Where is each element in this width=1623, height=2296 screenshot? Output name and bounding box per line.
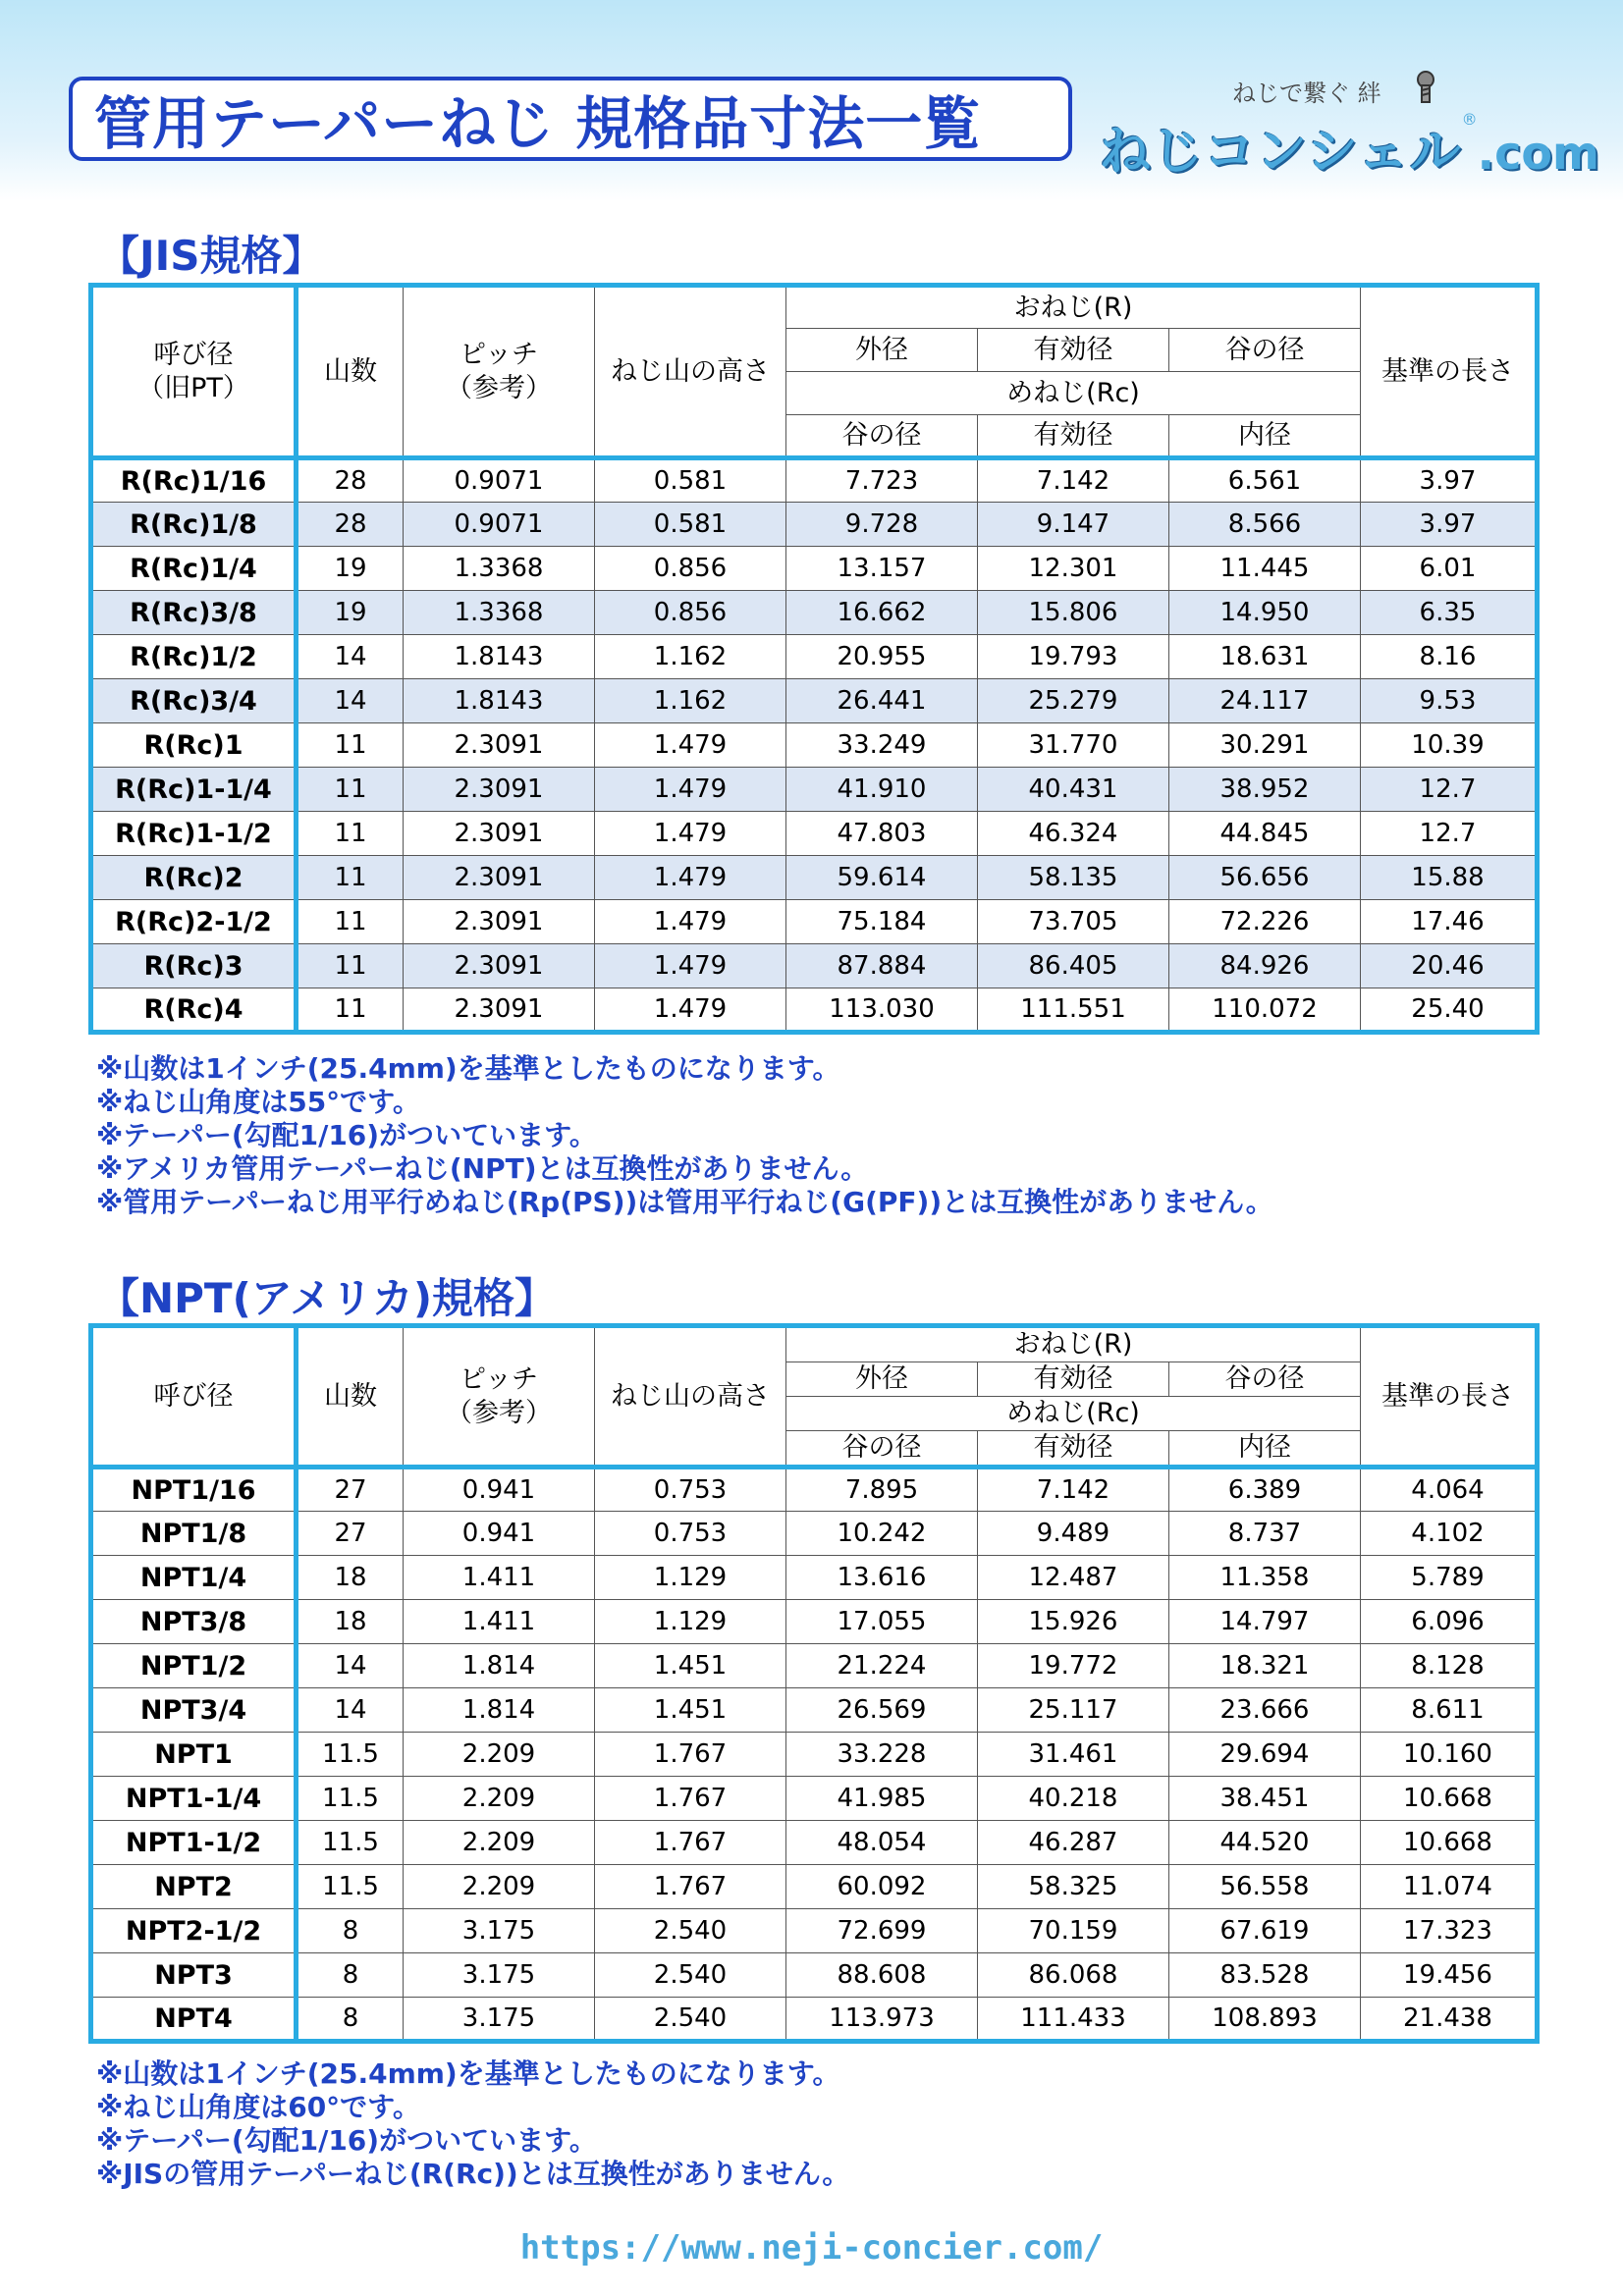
table-row xyxy=(91,1512,1538,1556)
table-cell: 11 xyxy=(297,900,404,944)
npt-notes xyxy=(96,2057,849,2191)
table-row xyxy=(91,1468,1538,1512)
table-row xyxy=(91,1821,1538,1865)
table-cell: 86.068 xyxy=(978,1953,1169,1998)
table-cell: 6.35 xyxy=(1361,591,1538,635)
table-cell: 1.451 xyxy=(595,1688,786,1733)
row-size-cell: R(Rc)3/4 xyxy=(91,679,297,723)
row-size-cell: R(Rc)1-1/4 xyxy=(91,768,297,812)
col-header-male-pitch-dia: 有効径 xyxy=(978,329,1169,372)
table-cell: 44.845 xyxy=(1169,812,1361,856)
table-cell: 14.950 xyxy=(1169,591,1361,635)
table-cell: 10.668 xyxy=(1361,1777,1538,1821)
table-cell: 113.973 xyxy=(786,1998,978,2042)
table-cell: 15.88 xyxy=(1361,856,1538,900)
logo-registered-mark: ® xyxy=(1461,110,1478,129)
table-row xyxy=(91,1865,1538,1909)
table-cell: 2.209 xyxy=(404,1777,595,1821)
table-cell: 1.767 xyxy=(595,1777,786,1821)
col-header-female-minor: 内径 xyxy=(1169,1431,1361,1468)
table-cell: 5.789 xyxy=(1361,1556,1538,1600)
table-cell: 48.054 xyxy=(786,1821,978,1865)
note-line: ※管用テーパーねじ用平行めねじ(Rp(PS))は管用平行ねじ(G(PF))とは互換性がありません。 xyxy=(96,1186,1273,1218)
table-row xyxy=(91,1953,1538,1998)
table-cell: 1.767 xyxy=(595,1821,786,1865)
col-header-male-minor: 谷の径 xyxy=(1169,1362,1361,1397)
page-title-box xyxy=(69,77,1072,161)
logo-domain: .com xyxy=(1477,127,1599,180)
table-cell: 1.479 xyxy=(595,900,786,944)
table-cell: 9.53 xyxy=(1361,679,1538,723)
table-cell: 1.767 xyxy=(595,1733,786,1777)
table-cell: 6.561 xyxy=(1169,458,1361,503)
table-row xyxy=(91,458,1538,503)
table-cell: 13.157 xyxy=(786,547,978,591)
table-row xyxy=(91,768,1538,812)
table-cell: 11.445 xyxy=(1169,547,1361,591)
table-cell: 17.055 xyxy=(786,1600,978,1644)
row-size-cell: R(Rc)1-1/2 xyxy=(91,812,297,856)
note-line: ※アメリカ管用テーパーねじ(NPT)とは互換性がありません。 xyxy=(96,1152,869,1185)
table-row xyxy=(91,1600,1538,1644)
table-row xyxy=(91,1644,1538,1688)
row-size-cell: NPT3 xyxy=(91,1953,297,1998)
table-cell: 1.814 xyxy=(404,1644,595,1688)
row-size-cell: R(Rc)2-1/2 xyxy=(91,900,297,944)
col-header-female-major: 谷の径 xyxy=(786,1431,978,1468)
table-cell: 1.162 xyxy=(595,679,786,723)
table-cell: 13.616 xyxy=(786,1556,978,1600)
table-cell: 111.433 xyxy=(978,1998,1169,2042)
table-cell: 25.117 xyxy=(978,1688,1169,1733)
table-cell: 46.324 xyxy=(978,812,1169,856)
row-size-cell: R(Rc)1/4 xyxy=(91,547,297,591)
table-cell: 25.279 xyxy=(978,679,1169,723)
table-cell: 75.184 xyxy=(786,900,978,944)
table-row xyxy=(91,856,1538,900)
table-row xyxy=(91,812,1538,856)
table-cell: 10.160 xyxy=(1361,1733,1538,1777)
page-title: 管用テーパーねじ 規格品寸法一覧 xyxy=(94,90,982,157)
col-header-pitch: ピッチ （参考） xyxy=(404,286,595,458)
table-cell: 19.456 xyxy=(1361,1953,1538,1998)
table-cell: 14 xyxy=(297,1644,404,1688)
table-cell: 1.479 xyxy=(595,768,786,812)
table-row xyxy=(91,1777,1538,1821)
table-cell: 6.01 xyxy=(1361,547,1538,591)
table-cell: 0.753 xyxy=(595,1468,786,1512)
table-cell: 2.3091 xyxy=(404,723,595,768)
col-header-male-pitch-dia: 有効径 xyxy=(978,1362,1169,1397)
col-header-height: ねじ山の高さ xyxy=(595,1326,786,1468)
table-row xyxy=(91,547,1538,591)
col-header-male: おねじ(R) xyxy=(786,286,1361,329)
table-cell: 0.9071 xyxy=(404,503,595,547)
table-cell: 21.224 xyxy=(786,1644,978,1688)
table-cell: 1.129 xyxy=(595,1556,786,1600)
table-row xyxy=(91,1688,1538,1733)
table-cell: 0.9071 xyxy=(404,458,595,503)
table-cell: 8.566 xyxy=(1169,503,1361,547)
table-cell: 46.287 xyxy=(978,1821,1169,1865)
col-header-male-major: 外径 xyxy=(786,1362,978,1397)
table-cell: 8.128 xyxy=(1361,1644,1538,1688)
row-size-cell: R(Rc)1/8 xyxy=(91,503,297,547)
table-cell: 29.694 xyxy=(1169,1733,1361,1777)
table-cell: 84.926 xyxy=(1169,944,1361,988)
table-row xyxy=(91,1909,1538,1953)
table-cell: 31.770 xyxy=(978,723,1169,768)
table-cell: 7.142 xyxy=(978,458,1169,503)
jis-table xyxy=(88,283,1540,1035)
table-cell: 108.893 xyxy=(1169,1998,1361,2042)
table-cell: 40.218 xyxy=(978,1777,1169,1821)
table-row xyxy=(91,503,1538,547)
table-cell: 2.3091 xyxy=(404,856,595,900)
table-cell: 1.3368 xyxy=(404,591,595,635)
table-cell: 11.5 xyxy=(297,1733,404,1777)
row-size-cell: NPT1/2 xyxy=(91,1644,297,1688)
table-cell: 11.5 xyxy=(297,1777,404,1821)
npt-section-title: 【NPT(アメリカ)規格】 xyxy=(98,1274,557,1322)
table-cell: 19 xyxy=(297,591,404,635)
table-cell: 14 xyxy=(297,635,404,679)
table-cell: 0.941 xyxy=(404,1468,595,1512)
table-cell: 38.451 xyxy=(1169,1777,1361,1821)
row-size-cell: NPT2-1/2 xyxy=(91,1909,297,1953)
col-header-male: おねじ(R) xyxy=(786,1326,1361,1362)
col-header-female-minor: 内径 xyxy=(1169,415,1361,458)
table-cell: 6.389 xyxy=(1169,1468,1361,1512)
table-cell: 15.926 xyxy=(978,1600,1169,1644)
col-header-pitch: ピッチ （参考） xyxy=(404,1326,595,1468)
col-header-gauge: 基準の長さ xyxy=(1361,286,1538,458)
table-cell: 2.540 xyxy=(595,1953,786,1998)
row-size-cell: R(Rc)3/8 xyxy=(91,591,297,635)
table-cell: 1.8143 xyxy=(404,635,595,679)
table-cell: 72.226 xyxy=(1169,900,1361,944)
logo-text: ねじコンシェル xyxy=(1100,123,1462,182)
table-cell: 11.074 xyxy=(1361,1865,1538,1909)
table-cell: 1.479 xyxy=(595,988,786,1033)
table-cell: 1.3368 xyxy=(404,547,595,591)
table-cell: 6.096 xyxy=(1361,1600,1538,1644)
col-header-threads: 山数 xyxy=(297,286,404,458)
table-cell: 16.662 xyxy=(786,591,978,635)
table-cell: 11 xyxy=(297,723,404,768)
note-line: ※山数は1インチ(25.4mm)を基準としたものになります。 xyxy=(96,1052,840,1085)
table-cell: 2.209 xyxy=(404,1865,595,1909)
table-cell: 56.656 xyxy=(1169,856,1361,900)
table-cell: 28 xyxy=(297,503,404,547)
table-cell: 8.611 xyxy=(1361,1688,1538,1733)
row-size-cell: R(Rc)1/16 xyxy=(91,458,297,503)
npt-table xyxy=(88,1323,1540,2044)
table-cell: 1.129 xyxy=(595,1600,786,1644)
col-header-male-major: 外径 xyxy=(786,329,978,372)
table-cell: 1.451 xyxy=(595,1644,786,1688)
table-cell: 11 xyxy=(297,944,404,988)
row-size-cell: R(Rc)1 xyxy=(91,723,297,768)
table-cell: 0.753 xyxy=(595,1512,786,1556)
table-cell: 4.064 xyxy=(1361,1468,1538,1512)
table-cell: 17.323 xyxy=(1361,1909,1538,1953)
table-row xyxy=(91,900,1538,944)
table-cell: 1.479 xyxy=(595,812,786,856)
table-cell: 11 xyxy=(297,812,404,856)
table-cell: 3.175 xyxy=(404,1953,595,1998)
row-size-cell: NPT3/8 xyxy=(91,1600,297,1644)
table-cell: 86.405 xyxy=(978,944,1169,988)
table-cell: 0.856 xyxy=(595,591,786,635)
table-cell: 11.358 xyxy=(1169,1556,1361,1600)
row-size-cell: NPT1/16 xyxy=(91,1468,297,1512)
note-line: ※ねじ山角度は60°です。 xyxy=(96,2091,420,2123)
row-size-cell: NPT1/8 xyxy=(91,1512,297,1556)
row-size-cell: NPT1 xyxy=(91,1733,297,1777)
jis-section-title: 【JIS規格】 xyxy=(98,232,324,280)
table-row xyxy=(91,591,1538,635)
table-cell: 41.910 xyxy=(786,768,978,812)
col-header-male-minor: 谷の径 xyxy=(1169,329,1361,372)
table-cell: 58.135 xyxy=(978,856,1169,900)
note-line: ※山数は1インチ(25.4mm)を基準としたものになります。 xyxy=(96,2057,840,2090)
col-header-female-pitch-dia: 有効径 xyxy=(978,415,1169,458)
table-cell: 56.558 xyxy=(1169,1865,1361,1909)
table-cell: 11.5 xyxy=(297,1821,404,1865)
note-line: ※JISの管用テーパーねじ(R(Rc))とは互換性がありません。 xyxy=(96,2158,850,2190)
table-cell: 27 xyxy=(297,1468,404,1512)
table-cell: 11.5 xyxy=(297,1865,404,1909)
row-size-cell: NPT2 xyxy=(91,1865,297,1909)
table-cell: 59.614 xyxy=(786,856,978,900)
table-row xyxy=(91,635,1538,679)
table-cell: 58.325 xyxy=(978,1865,1169,1909)
table-cell: 2.3091 xyxy=(404,944,595,988)
table-cell: 88.608 xyxy=(786,1953,978,1998)
table-cell: 1.479 xyxy=(595,723,786,768)
table-cell: 2.3091 xyxy=(404,900,595,944)
table-row xyxy=(91,944,1538,988)
table-row xyxy=(91,1556,1538,1600)
row-size-cell: R(Rc)4 xyxy=(91,988,297,1033)
col-header-height: ねじ山の高さ xyxy=(595,286,786,458)
table-cell: 2.3091 xyxy=(404,768,595,812)
table-cell: 1.411 xyxy=(404,1600,595,1644)
row-size-cell: R(Rc)3 xyxy=(91,944,297,988)
table-cell: 10.39 xyxy=(1361,723,1538,768)
row-size-cell: NPT1-1/2 xyxy=(91,1821,297,1865)
jis-notes xyxy=(96,1052,1273,1219)
table-cell: 8 xyxy=(297,1998,404,2042)
table-cell: 1.8143 xyxy=(404,679,595,723)
table-cell: 1.162 xyxy=(595,635,786,679)
table-row xyxy=(91,1998,1538,2042)
table-cell: 8.16 xyxy=(1361,635,1538,679)
table-cell: 111.551 xyxy=(978,988,1169,1033)
table-row xyxy=(91,723,1538,768)
table-cell: 18 xyxy=(297,1600,404,1644)
table-cell: 19 xyxy=(297,547,404,591)
table-cell: 28 xyxy=(297,458,404,503)
table-cell: 73.705 xyxy=(978,900,1169,944)
table-cell: 26.569 xyxy=(786,1688,978,1733)
table-cell: 30.291 xyxy=(1169,723,1361,768)
table-cell: 44.520 xyxy=(1169,1821,1361,1865)
table-cell: 14 xyxy=(297,679,404,723)
col-header-size: 呼び径 xyxy=(91,1326,297,1468)
table-cell: 40.431 xyxy=(978,768,1169,812)
row-size-cell: R(Rc)1/2 xyxy=(91,635,297,679)
table-cell: 2.3091 xyxy=(404,988,595,1033)
col-header-female-major: 谷の径 xyxy=(786,415,978,458)
table-cell: 23.666 xyxy=(1169,1688,1361,1733)
col-header-female-pitch-dia: 有効径 xyxy=(978,1431,1169,1468)
table-cell: 87.884 xyxy=(786,944,978,988)
table-cell: 8 xyxy=(297,1909,404,1953)
row-size-cell: NPT1-1/4 xyxy=(91,1777,297,1821)
table-cell: 113.030 xyxy=(786,988,978,1033)
table-cell: 12.487 xyxy=(978,1556,1169,1600)
table-cell: 18.321 xyxy=(1169,1644,1361,1688)
table-cell: 3.97 xyxy=(1361,503,1538,547)
col-header-female: めねじ(Rc) xyxy=(786,372,1361,415)
col-header-size: 呼び径 （旧PT） xyxy=(91,286,297,458)
table-cell: 21.438 xyxy=(1361,1998,1538,2042)
row-size-cell: NPT4 xyxy=(91,1998,297,2042)
table-cell: 27 xyxy=(297,1512,404,1556)
table-cell: 1.767 xyxy=(595,1865,786,1909)
table-cell: 1.479 xyxy=(595,944,786,988)
logo-tagline: ねじで繋ぐ 絆 xyxy=(1232,80,1381,107)
note-line: ※テーパー(勾配1/16)がついています。 xyxy=(96,2124,597,2157)
table-cell: 3.175 xyxy=(404,1998,595,2042)
table-cell: 38.952 xyxy=(1169,768,1361,812)
table-cell: 2.3091 xyxy=(404,812,595,856)
table-cell: 3.175 xyxy=(404,1909,595,1953)
table-cell: 1.479 xyxy=(595,856,786,900)
footer-url-link[interactable]: https://www.neji-concier.com/ xyxy=(519,2228,1104,2268)
table-cell: 18 xyxy=(297,1556,404,1600)
table-cell: 2.540 xyxy=(595,1998,786,2042)
table-cell: 11 xyxy=(297,856,404,900)
table-cell: 2.209 xyxy=(404,1733,595,1777)
table-cell: 18.631 xyxy=(1169,635,1361,679)
table-cell: 33.228 xyxy=(786,1733,978,1777)
table-cell: 11 xyxy=(297,988,404,1033)
table-cell: 0.856 xyxy=(595,547,786,591)
table-cell: 4.102 xyxy=(1361,1512,1538,1556)
table-cell: 2.209 xyxy=(404,1821,595,1865)
table-cell: 10.668 xyxy=(1361,1821,1538,1865)
table-cell: 11 xyxy=(297,768,404,812)
table-cell: 8 xyxy=(297,1953,404,1998)
table-cell: 9.728 xyxy=(786,503,978,547)
col-header-female: めねじ(Rc) xyxy=(786,1397,1361,1431)
table-cell: 0.941 xyxy=(404,1512,595,1556)
col-header-threads: 山数 xyxy=(297,1326,404,1468)
table-cell: 19.772 xyxy=(978,1644,1169,1688)
table-cell: 70.159 xyxy=(978,1909,1169,1953)
table-cell: 20.46 xyxy=(1361,944,1538,988)
table-cell: 67.619 xyxy=(1169,1909,1361,1953)
row-size-cell: NPT1/4 xyxy=(91,1556,297,1600)
table-cell: 0.581 xyxy=(595,458,786,503)
table-cell: 20.955 xyxy=(786,635,978,679)
table-cell: 14 xyxy=(297,1688,404,1733)
table-cell: 72.699 xyxy=(786,1909,978,1953)
table-cell: 10.242 xyxy=(786,1512,978,1556)
table-cell: 1.814 xyxy=(404,1688,595,1733)
table-cell: 26.441 xyxy=(786,679,978,723)
table-row xyxy=(91,988,1538,1033)
table-cell: 7.895 xyxy=(786,1468,978,1512)
table-cell: 12.7 xyxy=(1361,812,1538,856)
table-cell: 19.793 xyxy=(978,635,1169,679)
table-cell: 25.40 xyxy=(1361,988,1538,1033)
table-cell: 8.737 xyxy=(1169,1512,1361,1556)
table-cell: 12.301 xyxy=(978,547,1169,591)
note-line: ※テーパー(勾配1/16)がついています。 xyxy=(96,1119,597,1151)
table-cell: 31.461 xyxy=(978,1733,1169,1777)
table-cell: 17.46 xyxy=(1361,900,1538,944)
table-cell: 7.723 xyxy=(786,458,978,503)
table-cell: 47.803 xyxy=(786,812,978,856)
table-cell: 41.985 xyxy=(786,1777,978,1821)
table-cell: 33.249 xyxy=(786,723,978,768)
row-size-cell: R(Rc)2 xyxy=(91,856,297,900)
table-cell: 83.528 xyxy=(1169,1953,1361,1998)
table-cell: 14.797 xyxy=(1169,1600,1361,1644)
screw-icon xyxy=(1411,71,1440,104)
table-cell: 110.072 xyxy=(1169,988,1361,1033)
table-cell: 1.411 xyxy=(404,1556,595,1600)
table-cell: 9.489 xyxy=(978,1512,1169,1556)
col-header-gauge: 基準の長さ xyxy=(1361,1326,1538,1468)
table-cell: 24.117 xyxy=(1169,679,1361,723)
table-cell: 12.7 xyxy=(1361,768,1538,812)
table-cell: 9.147 xyxy=(978,503,1169,547)
table-cell: 2.540 xyxy=(595,1909,786,1953)
table-cell: 15.806 xyxy=(978,591,1169,635)
note-line: ※ねじ山角度は55°です。 xyxy=(96,1086,420,1118)
table-row xyxy=(91,1733,1538,1777)
table-cell: 60.092 xyxy=(786,1865,978,1909)
table-cell: 0.581 xyxy=(595,503,786,547)
row-size-cell: NPT3/4 xyxy=(91,1688,297,1733)
table-cell: 3.97 xyxy=(1361,458,1538,503)
table-cell: 7.142 xyxy=(978,1468,1169,1512)
table-row xyxy=(91,679,1538,723)
brand-logo[interactable] xyxy=(1100,110,1599,184)
